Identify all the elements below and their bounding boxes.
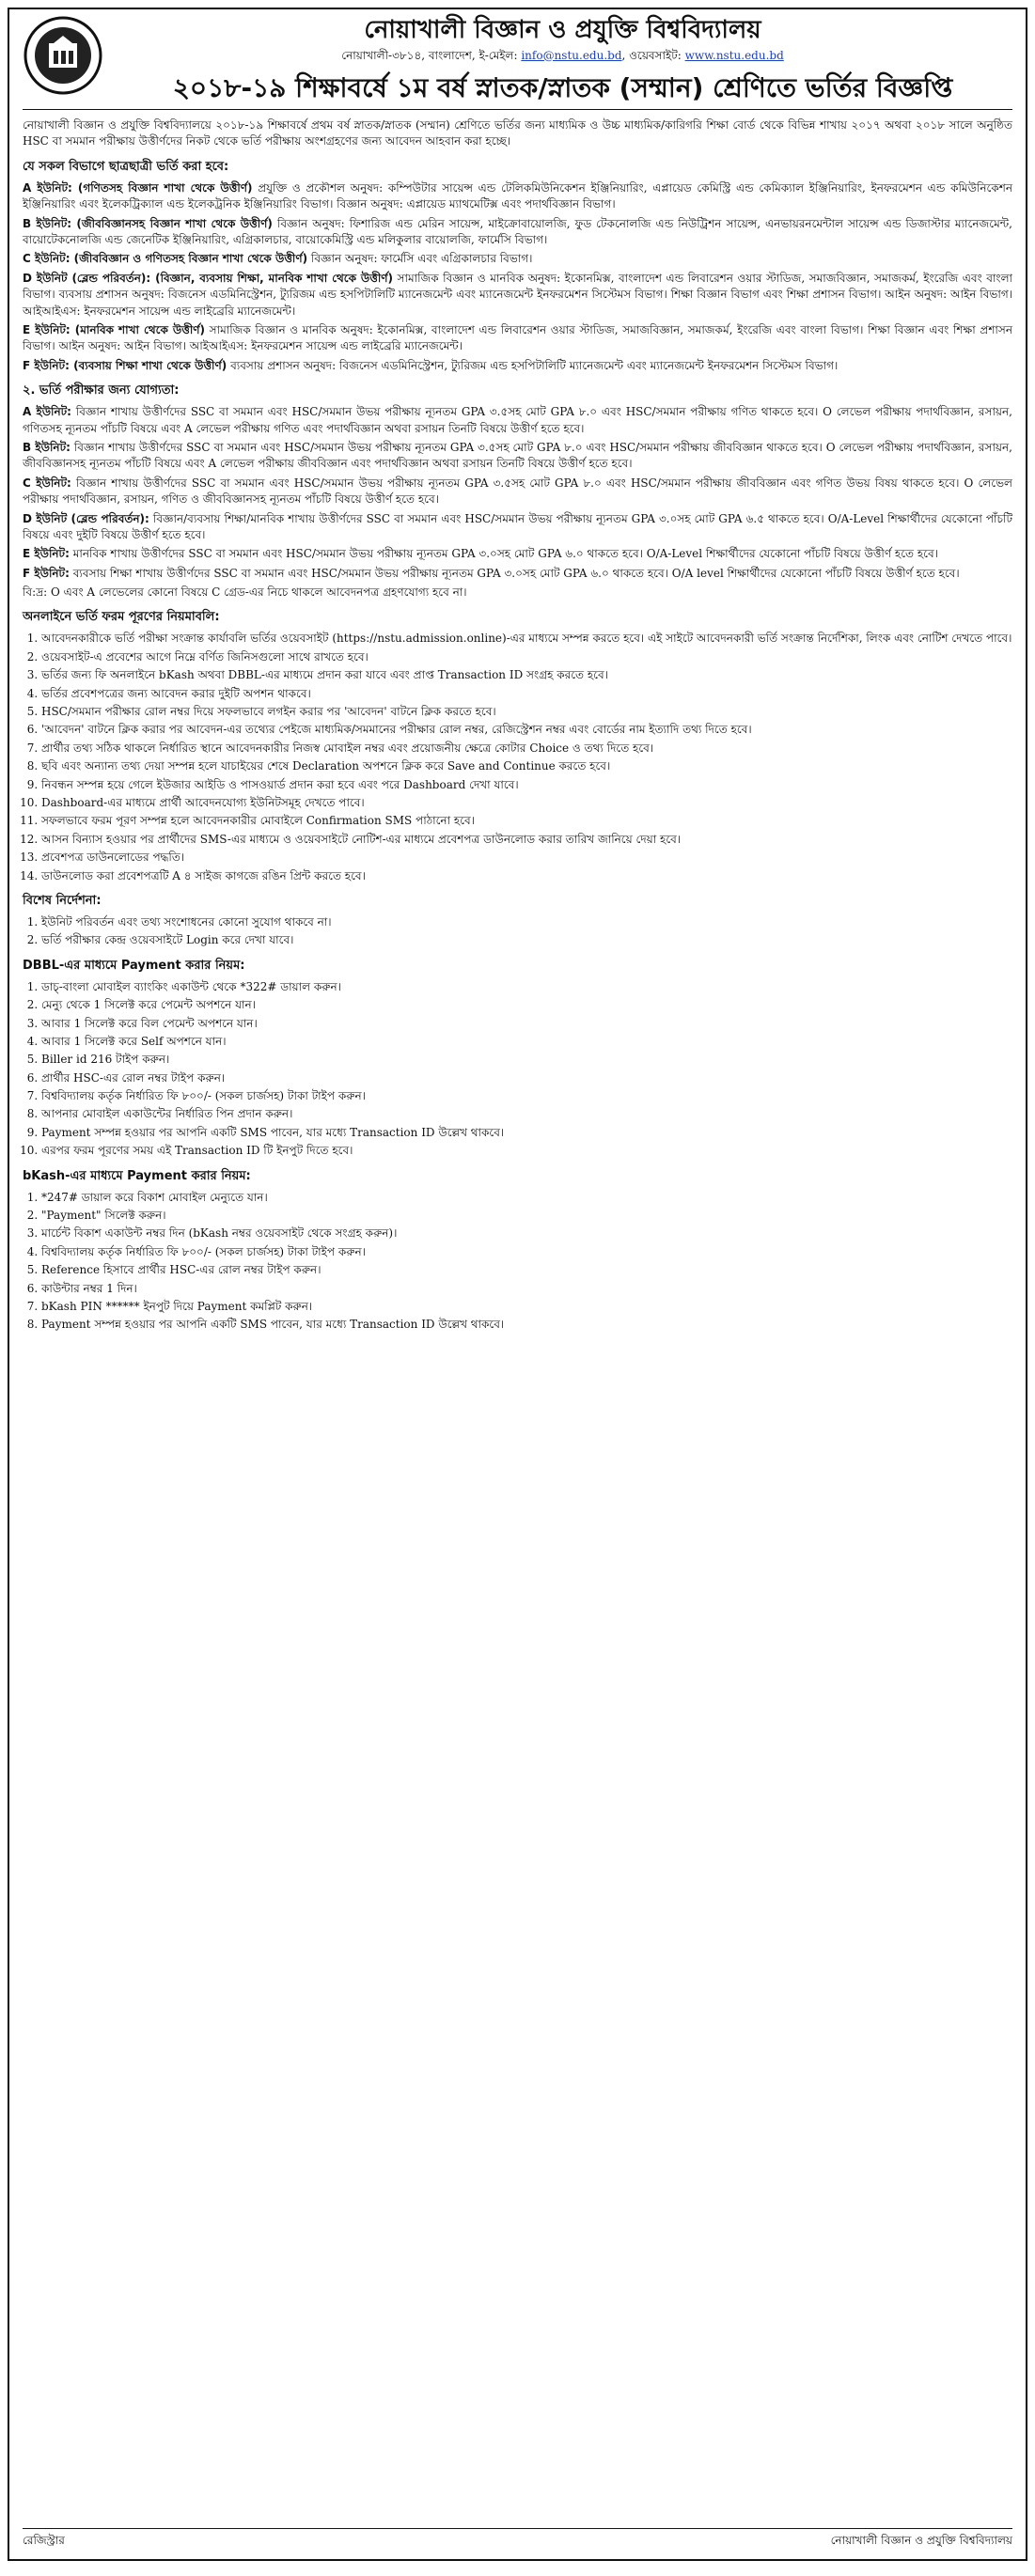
list-item: C ইউনিট: (জীববিজ্ঞান ও গণিতসহ বিজ্ঞান শাখা থেকে উত্তীর্ণ) বিজ্ঞান অনুষদ: ফার্মেসি এবং এগ্রিকালচার বিভাগ। xyxy=(23,252,533,266)
list-item: 12. আসন বিন্যাস হওয়ার পর প্রার্থীদের SMS-এর মাধ্যমে ও ওয়েবসাইটে নোটিশ-এর মাধ্যমে প্রবেশপত্র ডাউনলোড করার তারিখ জানিয়ে দেয়া হবে। xyxy=(41,832,1012,848)
list-item: D ইউনিট (ব্লেন্ড পরিবর্তন): (বিজ্ঞান, ব্যবসায় শিক্ষা, মানবিক শাখা থেকে উত্তীর্ণ) সামাজিক বিজ্ঞান ও মানবিক অনুষদ: ইকোনমিক্স, বাংলাদেশ এন্ড লিবারেশন ওয়ার স্টাডিজ, সমাজবিজ্ঞান, সমাজকর্ম, ইংরেজি এবং বাংলা বিভাগ। ব্যবসায় প্রশাসন অনুষদ: বিজনেস এডমিনিস্ট্রেশন, ট্যুরিজম এন্ড হসপিটালিটি ম্যানেজমেন্ট এবং ম্যানেজমেন্ট ইনফরমেশন সিস্টেমস বিভাগ। শিক্ষা বিজ্ঞান বিভাগ এবং শিক্ষা প্রশাসন বিভাগ। আইন অনুষদ: আইন বিভাগ। আইআইএস: ইনফরমেশন সায়েন্স এন্ড লাইব্রেরি ম্যানেজমেন্ট। xyxy=(23,271,1013,318)
contact-line xyxy=(113,48,1012,67)
notice-header xyxy=(23,15,1012,110)
list-item: 8. Payment সম্পন্ন হওয়ার পর আপনি একটি SMS পাবেন, যার মধ্যে Transaction ID উল্লেখ থাকবে। xyxy=(41,1317,1012,1333)
list-item: 3. আবার 1 সিলেক্ট করে বিল পেমেন্ট অপশনে যান। xyxy=(41,1016,1012,1032)
list-item: 8. আপনার মোবাইল একাউন্টের নির্ধারিত পিন প্রদান করুন। xyxy=(41,1106,1012,1122)
list-item: 14. ডাউনলোড করা প্রবেশপত্রটি A ৪ সাইজ কাগজে রঙিন প্রিন্ট করতে হবে। xyxy=(41,868,1012,884)
eligibility-list xyxy=(23,404,1012,582)
list-item: 1. ইউনিট পরিবর্তন এবং তথ্য সংশোধনের কোনো সুযোগ থাকবে না। xyxy=(41,914,1012,930)
list-item: 4. ভর্তির প্রবেশপত্রের জন্য আবেদন করার দুইটি অপশন থাকবে। xyxy=(41,686,1012,702)
header-text xyxy=(113,15,1012,103)
university-seal-icon xyxy=(23,15,103,96)
list-item: 6. 'আবেদন' বাটনে ক্লিক করার পর আবেদন-এর তথ্যের পেইজে মাধ্যমিক/সমমানের পরীক্ষার রোল নম্বর, রেজিস্ট্রেশন নম্বর এবং বোর্ডের নাম ইত্যাদি তথ্য দিতে হবে। xyxy=(41,722,1012,738)
list-item: 8. ছবি এবং অন্যান্য তথ্য দেয়া সম্পন্ন হলে যাচাইয়ের শেষে Declaration অপশনে ক্লিক করে Save and Continue করতে হবে। xyxy=(41,758,1012,774)
list-item: E ইউনিট: (মানবিক শাখা থেকে উত্তীর্ণ) সামাজিক বিজ্ঞান ও মানবিক অনুষদ: ইকোনমিক্স, বাংলাদেশ এন্ড লিবারেশন ওয়ার স্টাডিজ, সমাজবিজ্ঞান, সমাজকর্ম, ইংরেজি এবং বাংলা বিভাগ। শিক্ষা বিজ্ঞান এবং শিক্ষা প্রশাসন বিভাগ। আইন অনুষদ: আইন বিভাগ। আইআইএস: ইনফরমেশন সায়েন্স এন্ড লাইব্রেরি ম্যানেজমেন্ট। xyxy=(23,323,1012,353)
list-item: A ইউনিট: (গণিতসহ বিজ্ঞান শাখা থেকে উত্তীর্ণ) প্রযুক্তি ও প্রকৌশল অনুষদ: কম্পিউটার সায়েন্স এন্ড টেলিকমিউনিকেশন ইঞ্জিনিয়ারিং, এপ্লায়েড কেমিস্ট্রি এন্ড কেমিক্যাল ইঞ্জিনিয়ারিং, ইনফরমেশন এন্ড কমিউনিকেশন ইঞ্জিনিয়ারিং এবং ইলেকট্রিক্যাল এন্ড ইলেকট্রনিক ইঞ্জিনিয়ারিং বিভাগ। বিজ্ঞান অনুষদ: এপ্লায়েড ম্যাথমেটিক্স এবং পদার্থবিজ্ঞান বিভাগ। xyxy=(23,180,1012,211)
list-item: 10. এরপর ফরম পূরণের সময় এই Transaction ID টি ইনপুট দিতে হবে। xyxy=(41,1143,1012,1159)
list-item: 6. কাউন্টার নম্বর 1 দিন। xyxy=(41,1281,1012,1297)
list-item: 6. প্রার্থীর HSC-এর রোল নম্বর টাইপ করুন। xyxy=(41,1070,1012,1086)
list-item: 4. বিশ্ববিদ্যালয় কর্তৃক নির্ধারিত ফি ৮০০/- (সকল চার্জসহ) টাকা টাইপ করুন। xyxy=(41,1244,1012,1260)
list-item: A ইউনিট: বিজ্ঞান শাখায় উত্তীর্ণদের SSC বা সমমান এবং HSC/সমমান উভয় পরীক্ষায় ন্যূনতম GPA ৩.৫সহ মোট GPA ৮.০ এবং HSC/সমমান পরীক্ষায় গণিত থাকতে হবে। O লেভেল পরীক্ষায় পদার্থবিজ্ঞান, রসায়ন, গণিতসহ ন্যূনতম পাঁচটি বিষয়ে এবং A লেভেল পরীক্ষায় গণিত এবং পদার্থবিজ্ঞান অথবা রসায়ন তিনটি বিষয়ে উত্তীর্ণ হতে হবে। xyxy=(23,405,1012,435)
eligibility-note: বি:দ্র: O এবং A লেভেলের কোনো বিষয়ে C গ্রেড-এর নিচে থাকলে আবেদনপত্র গ্রহণযোগ্য হবে না। xyxy=(23,585,467,600)
list-item: 7. প্রার্থীর তথ্য সঠিক থাকলে নির্ধারিত স্থানে আবেদনকারীর নিজস্ব মোবাইল নম্বর এবং প্রয়োজনীয় ক্ষেত্রে কোটার Choice ও তথ্য দিতে হবে। xyxy=(41,741,1012,757)
address-text: নোয়াখালী-৩৮১৪, বাংলাদেশ, ই-মেইল: xyxy=(341,48,522,62)
list-item: 1. ডাচ্-বাংলা মোবাইল ব্যাংকিং একাউন্ট থেকে *322# ডায়াল করুন। xyxy=(41,979,1012,995)
list-item: E ইউনিট: মানবিক শাখায় উত্তীর্ণদের SSC বা সমমান এবং HSC/সমমান উভয় পরীক্ষায় ন্যূনতম GPA ৩.০সহ মোট GPA ৬.০ থাকতে হবে। O/A-Level শিক্ষার্থীদের যেকোনো পাঁচটি বিষয়ে উত্তীর্ণ হতে হবে। xyxy=(23,547,938,561)
list-item: 5. HSC/সমমান পরীক্ষার রোল নম্বর দিয়ে সফলভাবে লগইন করার পর 'আবেদন' বাটনে ক্লিক করতে হবে। xyxy=(41,704,1012,720)
list-item: 7. বিশ্ববিদ্যালয় কর্তৃক নির্ধারিত ফি ৮০০/- (সকল চার্জসহ) টাকা টাইপ করুন। xyxy=(41,1088,1012,1104)
list-item: 2. মেন্যু থেকে 1 সিলেক্ট করে পেমেন্ট অপশনে যান। xyxy=(41,997,1012,1013)
list-item: 13. প্রবেশপত্র ডাউনলোডের পদ্ধতি। xyxy=(41,850,1012,866)
list-item: 4. আবার 1 সিলেক্ট করে Self অপশনে যান। xyxy=(41,1034,1012,1050)
list-item: 3. মার্চেন্ট বিকাশ একাউন্ট নম্বর দিন (bKash নম্বর ওয়েবসাইট থেকে সংগ্রহ করুন)। xyxy=(41,1226,1012,1241)
list-item: 1. *247# ডায়াল করে বিকাশ মোবাইল মেন্যুতে যান। xyxy=(41,1190,1012,1206)
list-item: 1. আবেদনকারীকে ভর্তি পরীক্ষা সংক্রান্ত কার্যাবলি ভর্তির ওয়েবসাইট (https://nstu.admission.online)-এর মাধ্যমে সম্পন্ন করতে হবে। এই সাইটে আবেদনকারী ভর্তি সংক্রান্ত নির্দেশিকা, লিংক এবং নোটিশ দেখতে পাবে। xyxy=(41,631,1012,647)
website-prefix: , ওয়েবসাইট: xyxy=(621,48,685,62)
registrar-label: রেজিস্ট্রার xyxy=(23,2534,65,2547)
eligibility-heading: ২. ভর্তি পরীক্ষার জন্য যোগ্যতা: xyxy=(23,383,180,398)
bkash-heading: bKash-এর মাধ্যমে Payment করার নিয়ম: xyxy=(23,1168,251,1183)
online-steps-list xyxy=(23,631,1012,883)
list-item: 5. Biller id 216 টাইপ করুন। xyxy=(41,1052,1012,1068)
list-item: B ইউনিট: (জীববিজ্ঞানসহ বিজ্ঞান শাখা থেকে উত্তীর্ণ) বিজ্ঞান অনুষদ: ফিশারিজ এন্ড মেরিন সায়েন্স, মাইক্রোবায়োলজি, ফুড টেকনোলজি এন্ড নিউট্রিশন সায়েন্স, এনভায়রনমেন্টাল সায়েন্স এন্ড ডিজাস্টার ম্যানেজমেন্ট, বায়োটেকনোলজি এন্ড জেনেটিক ইঞ্জিনিয়ারিং, এগ্রিকালচার, বায়োকেমিস্ট্রি এন্ড মলিকুলার বায়োলজি, ফার্মেসি বিভাগ। xyxy=(23,216,1012,247)
website-link[interactable]: www.nstu.edu.bd xyxy=(684,48,784,62)
list-item: 7. bKash PIN ****** ইনপুট দিয়ে Payment কমপ্লিট করুন। xyxy=(41,1299,1012,1315)
special-list xyxy=(23,914,1012,949)
intro-paragraph: নোয়াখালী বিজ্ঞান ও প্রযুক্তি বিশ্ববিদ্যালয়ে ২০১৮-১৯ শিক্ষাবর্ষে প্রথম বর্ষ স্নাতক/স্নাতক (সম্মান) শ্রেণিতে ভর্তির জন্য মাধ্যমিক ও উচ্চ মাধ্যমিক/কারিগরি শিক্ষা বোর্ড থেকে বিভিন্ন শাখায় ২০১৭ অথবা ২০১৮ সালে অনুষ্ঠিত HSC বা সমমান পরীক্ষায় উত্তীর্ণদের নিকট থেকে ভর্তি পরীক্ষায় অংশগ্রহণের জন্য আবেদন আহবান করা হচ্ছে। xyxy=(23,118,1012,148)
bkash-steps-list xyxy=(23,1190,1012,1334)
list-item: 2. ভর্তি পরীক্ষার কেন্দ্র ওয়েবসাইটে Login করে দেখা যাবে। xyxy=(41,932,1012,948)
special-heading: বিশেষ নির্দেশনা: xyxy=(23,893,102,908)
online-heading: অনলাইনে ভর্তি ফরম পূরণের নিয়মাবলি: xyxy=(23,610,220,625)
university-name: নোয়াখালী বিজ্ঞান ও প্রযুক্তি বিশ্ববিদ্যালয় xyxy=(364,16,761,44)
list-item: 10. Dashboard-এর মাধ্যমে প্রার্থী আবেদনযোগ্য ইউনিটসমূহ দেখতে পাবে। xyxy=(41,795,1012,811)
list-item: D ইউনিট (ব্লেন্ড পরিবর্তন): বিজ্ঞান/ব্যবসায় শিক্ষা/মানবিক শাখায় উত্তীর্ণদের SSC বা সমমান এবং HSC/সমমান উভয় পরীক্ষায় ন্যূনতম GPA ৩.০সহ মোট GPA ৬.৫ থাকতে হবে। O/A-Level শিক্ষার্থীদের যেকোনো পাঁচটি বিষয়ে এবং দুইটি বিষয়ে উত্তীর্ণ হতে হবে। xyxy=(23,511,1012,541)
list-item: 9. Payment সম্পন্ন হওয়ার পর আপনি একটি SMS পাবেন, যার মধ্যে Transaction ID উল্লেখ থাকবে। xyxy=(41,1125,1012,1141)
email-link[interactable]: info@nstu.edu.bd xyxy=(521,48,622,62)
list-item: F ইউনিট: ব্যবসায় শিক্ষা শাখায় উত্তীর্ণদের SSC বা সমমান এবং HSC/সমমান উভয় পরীক্ষায় ন্যূনতম GPA ৩.০সহ মোট GPA ৬.০ থাকতে হবে। O/A level শিক্ষার্থীদের যেকোনো পাঁচটি বিষয়ে উত্তীর্ণ হতে হবে। xyxy=(23,566,960,580)
list-item: C ইউনিট: বিজ্ঞান শাখায় উত্তীর্ণদের SSC বা সমমান এবং HSC/সমমান উভয় পরীক্ষায় ন্যূনতম GPA ৩.৫সহ মোট GPA ৮.০ এবং HSC/সমমান পরীক্ষায় জীববিজ্ঞান এবং গণিত উভয় বিষয় থাকতে হবে। O লেভেল পরীক্ষায় পদার্থবিজ্ঞান, রসায়ন, গণিত ও জীববিজ্ঞানসহ ন্যূনতম পাঁচটি বিষয়ে উত্তীর্ণ হতে হবে। xyxy=(23,476,1012,507)
admission-notice-page xyxy=(8,8,1027,2561)
list-item: 5. Reference হিসাবে প্রার্থীর HSC-এর রোল নম্বর টাইপ করুন। xyxy=(41,1262,1012,1278)
list-item: B ইউনিট: বিজ্ঞান শাখায় উত্তীর্ণদের SSC বা সমমান এবং HSC/সমমান উভয় পরীক্ষায় ন্যূনতম GPA ৩.৫সহ মোট GPA ৮.০ এবং HSC/সমমান পরীক্ষায় জীববিজ্ঞান থাকতে হবে। O লেভেল পরীক্ষায় পদার্থবিজ্ঞান, রসায়ন, জীববিজ্ঞানসহ ন্যূনতম পাঁচটি বিষয়ে এবং A লেভেল পরীক্ষায় জীববিজ্ঞান এবং পদার্থবিজ্ঞান অথবা রসায়ন তিনটি বিষয়ে উত্তীর্ণ হতে হবে। xyxy=(23,440,1012,471)
list-item: 2. "Payment" সিলেক্ট করুন। xyxy=(41,1208,1012,1224)
units-heading: যে সকল বিভাগে ছাত্রছাত্রী ভর্তি করা হবে: xyxy=(23,159,229,174)
units-list xyxy=(23,180,1012,374)
list-item: 3. ভর্তির জন্য ফি অনলাইনে bKash অথবা DBBL-এর মাধ্যমে প্রদান করা যাবে এবং প্রাপ্ত Transaction ID সংগ্রহ করতে হবে। xyxy=(41,667,1012,683)
list-item: 2. ওয়েবসাইট-এ প্রবেশের আগে নিম্নে বর্ণিত জিনিসগুলো সাথে রাখতে হবে। xyxy=(41,649,1012,665)
footer-university: নোয়াখালী বিজ্ঞান ও প্রযুক্তি বিশ্ববিদ্যালয় xyxy=(830,2534,1012,2547)
dbbl-steps-list xyxy=(23,979,1012,1160)
notice-footer xyxy=(23,2528,1012,2552)
list-item: F ইউনিট: (ব্যবসায় শিক্ষা শাখা থেকে উত্তীর্ণ) ব্যবসায় প্রশাসন অনুষদ: বিজনেস এডমিনিস্ট্রেশন, ট্যুরিজম এন্ড হসপিটালিটি ম্যানেজমেন্ট এবং ম্যানেজমেন্ট ইনফরমেশন সিস্টেমস বিভাগ। xyxy=(23,358,839,372)
list-item: 9. নিবন্ধন সম্পন্ন হয়ে গেলে ইউজার আইডি ও পাসওয়ার্ড প্রদান করা হবে এবং পরে Dashboard দেখা যাবে। xyxy=(41,777,1012,793)
notice-title: ২০১৮-১৯ শিক্ষাবর্ষে ১ম বর্ষ স্নাতক/স্নাতক (সম্মান) শ্রেণিতে ভর্তির বিজ্ঞপ্তি xyxy=(172,71,953,103)
list-item: 11. সফলভাবে ফরম পূরণ সম্পন্ন হলে আবেদনকারীর মোবাইলে Confirmation SMS পাঠানো হবে। xyxy=(41,813,1012,829)
dbbl-heading: DBBL-এর মাধ্যমে Payment করার নিয়ম: xyxy=(23,958,245,973)
